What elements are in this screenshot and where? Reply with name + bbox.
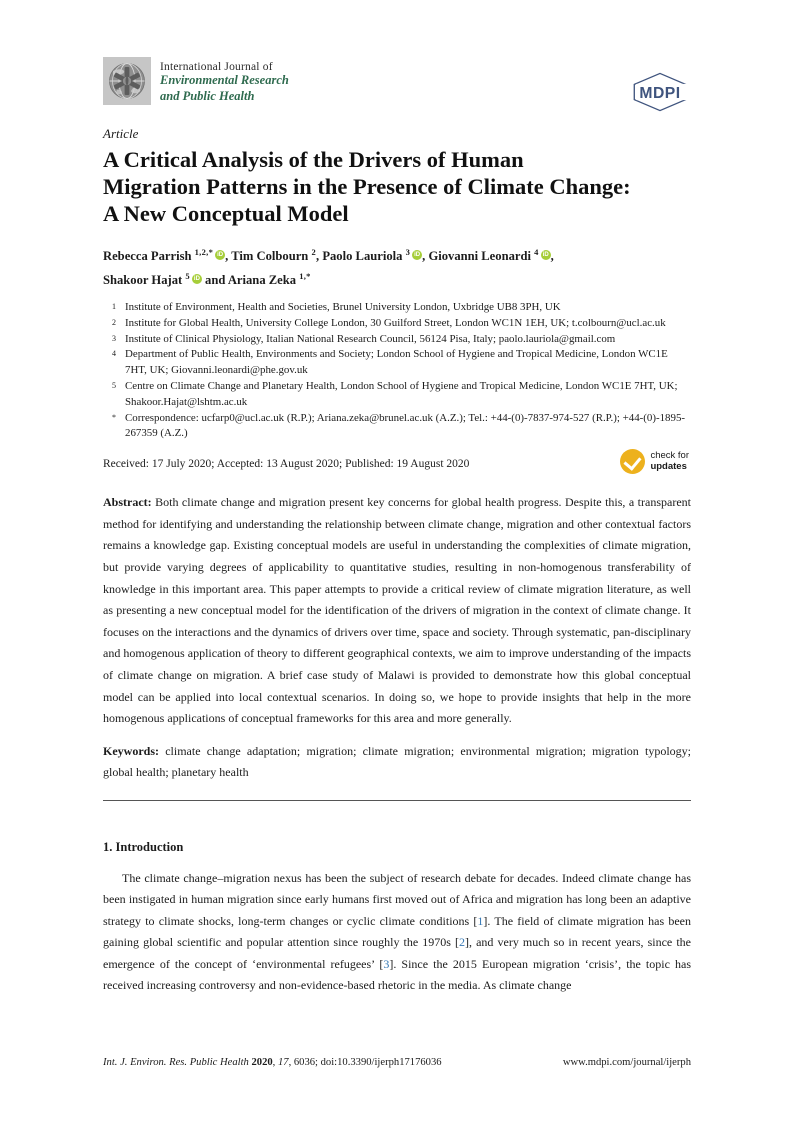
author-name: Ariana Zeka [227,273,300,287]
citation-ref[interactable]: [3] [379,956,394,971]
footer-doi: , 6036; doi:10.3390/ijerph17176036 [288,1057,442,1068]
affiliation-item [103,411,691,443]
author-name: Tim Colbourn [231,249,312,263]
author-affiliation-superscript: 5 [185,271,190,281]
affiliation-item [103,347,691,379]
author-name: Rebecca Parrish [103,249,195,263]
title-line-1: A Critical Analysis of the Drivers of Human [103,147,524,172]
badge-text [650,451,689,472]
affiliation-item [103,316,691,332]
affiliation-label: 3 [112,333,116,343]
article-type: Article [103,126,139,141]
footer-year: 2020 [251,1057,273,1068]
keywords-text: climate change adaptation; migration; climate migration; environmental migration; migration typology; global health; planetary health [103,743,692,780]
journal-globe-logo [103,57,151,105]
page-footer [103,1057,691,1068]
author-affiliation-superscript: 3 [405,247,411,257]
footer-volume: 17 [277,1057,289,1068]
author-affiliation-superscript: 4 [534,247,539,257]
author-name: Paolo Lauriola [322,249,406,263]
affiliation-label: 4 [112,349,116,359]
author-affiliation-superscript: 1,* [299,271,311,281]
title-line-2: Migration Patterns in the Presence of Climate Change: [103,174,631,199]
author-name: Giovanni Leonardi [428,249,535,263]
abstract [103,492,691,730]
abstract-label: Abstract: [103,495,152,510]
journal-name-prefix: International Journal of [160,61,273,73]
keywords [103,741,691,784]
affiliation-label: 2 [112,317,116,327]
check-for-updates-badge[interactable] [620,449,689,474]
affiliation-item [103,300,691,316]
affiliation-text: Centre on Climate Change and Planetary Health, London School of Hygiene and Tropical Medicine, London WC1E 7HT, UK; Shakoor.Hajat@lshtm.ac.uk [125,379,678,408]
journal-name-main-2: and Public Health [160,88,255,103]
author-affiliation-superscript: 2 [311,247,317,257]
affiliation-text: Department of Public Health, Environments and Society; London School of Hygiene and Tropical Medicine, London WC1E 7HT, UK; Giovanni.leonardi@phe.gov.uk [125,348,668,377]
badge-line-2: updates [650,460,687,472]
orcid-icon[interactable]: iD [414,252,421,258]
dates-row [103,450,691,472]
journal-name-main-1: Environmental Research [160,73,289,87]
received-accepted-published: Received: 17 July 2020; Accepted: 13 August 2020; Published: 19 August 2020 [103,458,470,471]
journal-header [103,0,691,105]
footer-journal-abbrev: Int. J. Environ. Res. Public Health [103,1057,249,1068]
affiliation-text: Correspondence: ucfarp0@ucl.ac.uk (R.P.); Ariana.zeka@brunel.ac.uk (A.Z.); Tel.: +44-(0)-7837-974-527 (R.P.); +44-(0)-1895-267359 (A.Z.) [125,411,686,440]
title-line-3: A New Conceptual Model [103,201,349,226]
section-divider [103,800,691,801]
svg-text:MDPI: MDPI [639,85,681,103]
affiliation-item [103,379,691,411]
section-heading-introduction: 1. Introduction [103,839,184,854]
abstract-text: Both climate change and migration present key concerns for global health progress. Despite this, a transparent method for identifying and understanding the relationship between climate change, migration and other contextual factors remains a knowledge gap. Existing conceptual models are useful in understanding the complexities of climate migration, but provide varying degrees of applicability to quantitative studies, resulting in non-homogenous transferability of knowledge in this important area. This paper attempts to provide a critical review of climate migration literature, as well as presenting a new conceptual model for the identification of the drivers of migration in the context of climate change. It focuses on the interactions and the dynamics of drivers over time, space and society. Through systematic, pan-disciplinary and homogenous application of theory to different geographical contexts, we aim to improve understanding of the impacts of climate change on migration. A brief case study of Malawi is provided to demonstrate how this global conceptual model can be applied into local contextual scenarios. In doing so, we hope to provide insights that help in the more homogenous applications of conceptual frameworks for this area and more generally. [103,495,691,726]
orcid-icon[interactable]: iD [217,252,224,258]
journal-name [160,57,289,104]
paper-title [103,146,691,227]
affiliation-label: 1 [112,302,116,311]
keywords-label: Keywords: [103,743,159,758]
orcid-icon[interactable]: iD [542,252,549,258]
author-list: Rebecca Parrish $^{1,2,*}$ iD , Tim Colbourn $^2$, Paolo Lauriola $^3$ iD , Giovanni Leonardi $^4$ iD , Shakoor Hajat $^5$ iD and Ariana Zeka $^{1,*}$ [103,247,554,287]
author-name: Shakoor Hajat [103,273,186,287]
affiliation-label: 5 [112,380,116,390]
footer-citation: Int. J. Environ. Res. Public Health 2020, 17, 6036; doi:10.3390/ijerph17176036 [103,1057,442,1068]
introduction-paragraph: The climate change–migration nexus has been the subject of research debate for decades. Indeed climate change has been instigated in human migration since early humans first moved out of Africa and migration has long been an adaptive strategy to climate shocks, long-term changes or cyclic climate conditions [1]. The field of climate migration has been gaining global scientific and popular attention since roughly the 1970s [2], and very much so in recent years, since the emergence of the concept of ‘environmental refugees’ [3]. Since the 2015 European migration ‘crisis’, the topic has received increasing controversy and non-evidence-based rhetoric in the media. As climate change [103,870,692,992]
affiliation-label: * [112,412,116,422]
orcid-icon[interactable]: iD [193,276,200,282]
affiliation-item [103,332,691,348]
mdpi-logo[interactable] [629,72,691,112]
footer-journal-url[interactable]: www.mdpi.com/journal/ijerph [562,1057,691,1068]
citation-ref[interactable]: [1] [473,913,488,928]
affiliation-text: Institute of Clinical Physiology, Italian National Research Council, 56124 Pisa, Italy; paolo.lauriola@gmail.com [125,332,616,345]
affiliation-text: Institute for Global Health, University College London, 30 Guilford Street, London WC1N 1EH, UK; t.colbourn@ucl.ac.uk [125,316,666,329]
checkmark-icon [620,449,645,474]
affiliation-text: Institute of Environment, Health and Societies, Brunel University London, Uxbridge UB8 3PH, UK [125,301,561,313]
badge-line-1: check for [650,450,689,462]
author-affiliation-superscript: 1,2,* [194,247,214,257]
affiliation-list [103,300,691,442]
citation-ref[interactable]: [2] [455,935,470,950]
